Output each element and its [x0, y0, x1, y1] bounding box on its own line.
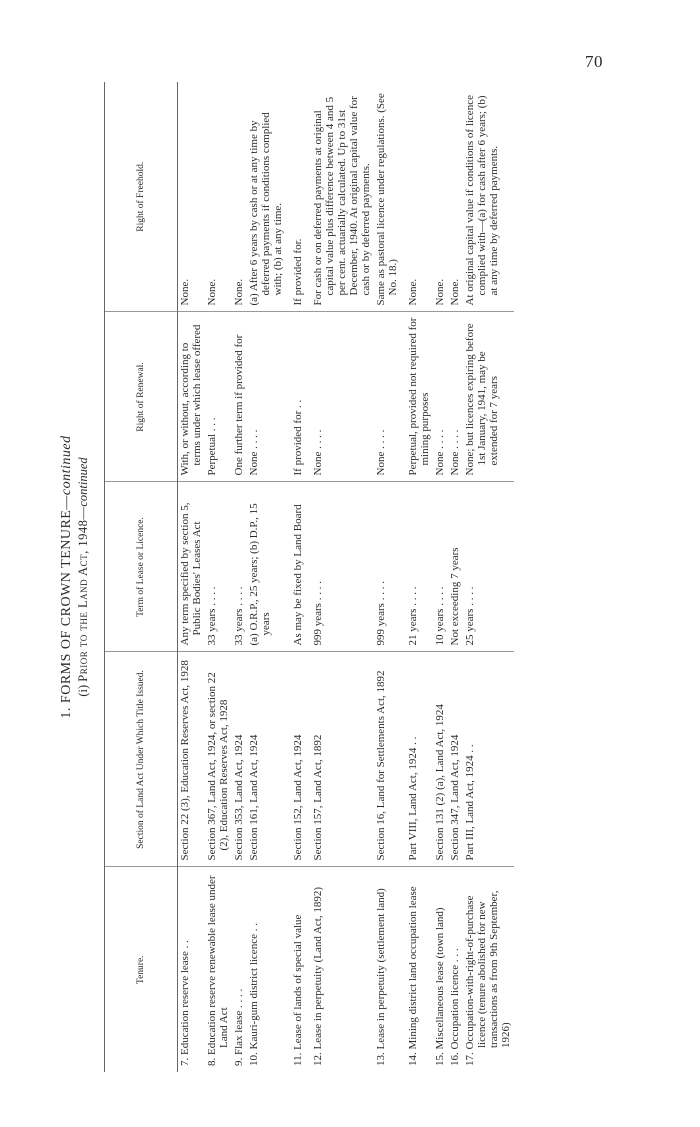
table-row	[448, 82, 463, 1072]
cell-section: Section 347, Land Act, 1924	[448, 652, 463, 867]
sub-title-prefix: (i)	[76, 681, 90, 697]
header-freehold: Right of Freehold.	[105, 82, 178, 312]
main-title-continued: continued	[59, 435, 74, 496]
table-row	[374, 82, 401, 1072]
cell-term: Any term specified by section 5, Public Bodies' Leases Act	[178, 482, 206, 652]
cell-renewal: Perpetual, provided not required for mining purposes	[401, 312, 433, 482]
cell-renewal: Perpetual . . .	[205, 312, 232, 482]
cell-section: Section 157, Land Act, 1892	[306, 652, 374, 867]
cell-freehold: Same as pastoral licence under regulations. (See No. 18.)	[374, 82, 401, 312]
cell-tenure: 14. Mining district land occupation lease	[407, 886, 419, 1066]
cell-freehold: None.	[178, 82, 206, 312]
cell-tenure: 17. Occupation-with-right-of-purchase licence (tenure abolished for new transactions as from 9th September, 1926)	[464, 890, 512, 1066]
crown-tenure-table	[104, 82, 514, 1072]
header-term: Term of Lease or Licence.	[105, 482, 178, 652]
cell-term: 21 years . . . .	[401, 482, 433, 652]
header-row	[105, 82, 178, 1072]
sub-title-continued: continued	[76, 457, 90, 507]
table-row	[463, 82, 514, 1072]
cell-freehold: None.	[232, 82, 247, 312]
main-title	[58, 82, 75, 1072]
cell-term: 10 years . . . .	[433, 482, 448, 652]
cell-section: Section 161, Land Act, 1924	[247, 652, 286, 867]
cell-term: (a) O.R.P., 25 years; (b) D.P., 15 years	[247, 482, 286, 652]
cell-renewal: With, or without, according to terms under which lease offered	[178, 312, 206, 482]
cell-tenure: 13. Lease in perpetuity (settlement land)	[375, 888, 387, 1066]
cell-renewal: None . . . .	[247, 312, 286, 482]
cell-section: Section 22 (3), Education Reserves Act, 1928	[178, 652, 206, 867]
cell-freehold: None.	[433, 82, 448, 312]
cell-section: Section 367, Land Act, 1924, or section 22 (2), Education Reserves Act, 1928	[205, 652, 232, 867]
cell-tenure: 16. Occupation licence . . .	[449, 948, 461, 1066]
table-row	[401, 82, 433, 1072]
cell-term: Not exceeding 7 years	[448, 482, 463, 652]
cell-tenure: 8. Education reserve renewable lease under Land Act	[206, 875, 230, 1066]
table-row	[205, 82, 232, 1072]
rotated-table-page	[58, 82, 618, 1072]
cell-term: 33 years . . . .	[205, 482, 232, 652]
cell-renewal: None . . . .	[306, 312, 374, 482]
cell-section: Part VIII, Land Act, 1924 . .	[401, 652, 433, 867]
cell-term: 999 years . . . .	[306, 482, 374, 652]
cell-renewal: If provided for . .	[286, 312, 306, 482]
cell-tenure: 7. Education reserve lease . .	[179, 940, 191, 1066]
cell-freehold: If provided for.	[286, 82, 306, 312]
cell-tenure: 12. Lease in perpetuity (Land Act, 1892)	[312, 886, 324, 1066]
table-row	[433, 82, 448, 1072]
table-row	[232, 82, 247, 1072]
cell-term: 25 years . . . .	[463, 482, 514, 652]
cell-freehold: None.	[448, 82, 463, 312]
cell-renewal: None; but licences expiring before 1st January, 1941, may be extended for 7 years	[463, 312, 514, 482]
header-section: Section of Land Act Under Which Title Issued.	[105, 652, 178, 867]
cell-renewal: None . . . .	[448, 312, 463, 482]
cell-freehold: (a) After 6 years by cash or at any time by deferred payments if conditions complied with; (b) at any time.	[247, 82, 286, 312]
cell-tenure: 10. Kauri-gum district licence . .	[248, 923, 260, 1066]
cell-freehold: For cash or on deferred payments at original capital value plus difference between 4 and 5 per cent. actuarially calculated. Up to 31st December, 1940. At original capital value for cash or by deferred payments.	[306, 82, 374, 312]
cell-section: Section 152, Land Act, 1924	[286, 652, 306, 867]
cell-section: Part III, Land Act, 1924 . .	[463, 652, 514, 867]
cell-renewal: None . . . .	[433, 312, 448, 482]
sub-title	[75, 82, 91, 1072]
cell-tenure: 15. Miscellaneous lease (town land)	[434, 907, 446, 1066]
cell-section: Section 16, Land for Settlements Act, 1892	[374, 652, 401, 867]
header-tenure: Tenure.	[105, 867, 178, 1072]
cell-tenure: 11. Lease of lands of special value	[292, 914, 304, 1066]
page-number: 70	[585, 52, 603, 71]
cell-renewal: None . . . .	[374, 312, 401, 482]
cell-freehold: None.	[401, 82, 433, 312]
cell-term: 999 years . . . .	[374, 482, 401, 652]
sub-title-text: Prior to the Land Act, 1948—	[76, 506, 90, 682]
main-title-text: 1. FORMS OF CROWN TENURE—	[59, 495, 74, 719]
table-row	[306, 82, 374, 1072]
cell-term: As may be fixed by Land Board	[286, 482, 306, 652]
cell-section: Section 353, Land Act, 1924	[232, 652, 247, 867]
table-row	[247, 82, 286, 1072]
cell-tenure: 9. Flax lease . . . .	[233, 988, 245, 1066]
table-row	[178, 82, 206, 1072]
table-row	[286, 82, 306, 1072]
cell-freehold: None.	[205, 82, 232, 312]
cell-section: Section 131 (2) (a), Land Act, 1924	[433, 652, 448, 867]
cell-term: 33 years . . . .	[232, 482, 247, 652]
title-block	[58, 82, 100, 1072]
cell-renewal: One further term if provided for	[232, 312, 247, 482]
cell-freehold: At original capital value if conditions of licence complied with—(a) for cash after 6 years; (b) at any time by deferred payments.	[463, 82, 514, 312]
header-renewal: Right of Renewal.	[105, 312, 178, 482]
